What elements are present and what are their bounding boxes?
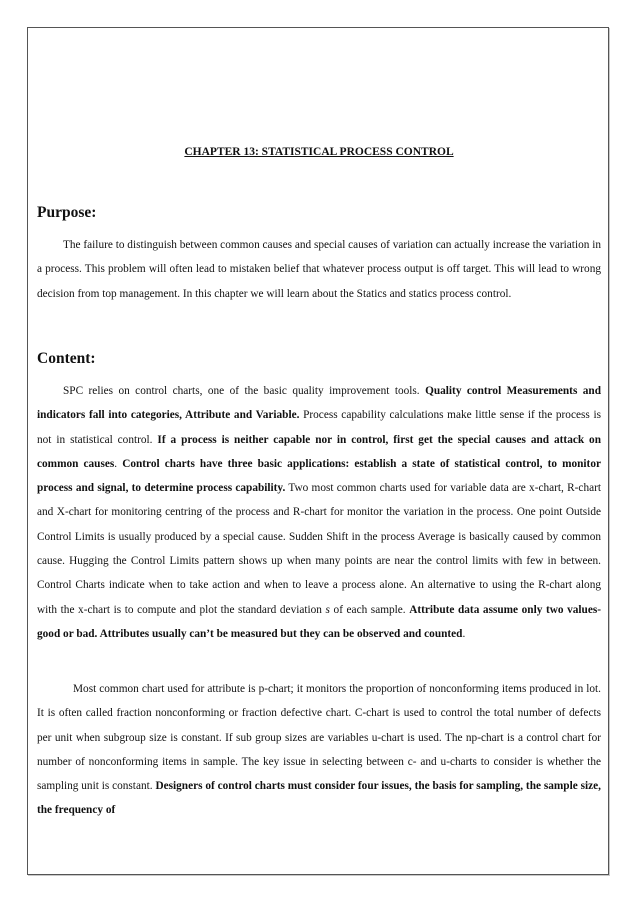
text-run: Two most common charts used for variable data are x-chart, R-chart and X-chart for monitoring centring of the process and R-chart for monitor the variation in the process. One point Outside Control Limits is usually produced by a special cause. Sudden Shift in the process Average is basically caused by common cause. Hugging the Control Limits pattern shows up when many points are near the control limits with few in between. Control Charts indicate when to take action and when to leave a process alone. An alternative to using the R-chart along with the x-chart is to compute and plot the standard deviation <box>37 482 602 616</box>
text-run: . <box>114 457 123 470</box>
text-run: Control charts have three basic applications: establish a state of statistical control, to monitor process and signal, to determine process capability. <box>37 457 601 495</box>
content-heading: Content: <box>37 350 96 367</box>
purpose-heading: Purpose: <box>37 204 97 221</box>
text-run: Quality control Measurements and indicators fall into categories, Attribute and Variable. <box>37 385 601 422</box>
text-run: Most common chart used for attribute is p-chart; it monitors the proportion of nonconforming items produced in lot. It is often called fraction nonconforming or fraction defective chart. C-chart is used to control the total number of defects per unit when subgroup size is constant. If sub group sizes are variables u-chart is used. The np-chart is a control chart for number of nonconforming items in sample. The key issue in selecting between c- and u-charts to consider is whether the sampling unit is constant. <box>37 683 601 793</box>
text-run: SPC relies on control charts, one of the basic quality improvement tools. <box>63 385 426 397</box>
text-run: Designers of control charts must consider four issues, the basis for sampling, the sample size, the frequency of <box>37 780 601 817</box>
text-run: If a process is neither capable nor in control, first get the special causes and attack on common causes <box>37 433 601 470</box>
purpose-paragraph: The failure to distinguish between common causes and special causes of variation can actually increase the variation in a process. This problem will often lead to mistaken belief that whatever process output is off target. This will lead to wrong decision from top management. In this chapter we will learn about the Statics and statics process control. <box>37 239 601 300</box>
text-run: s <box>325 603 330 616</box>
content-paragraph-1 <box>37 379 601 646</box>
text-run: of each sample. <box>329 603 410 616</box>
text-run: Attribute data assume only two values- good or bad. Attributes usually can’t be measured but they can be observed and counted <box>37 603 602 640</box>
chapter-title: CHAPTER 13: STATISTICAL PROCESS CONTROL <box>184 146 454 158</box>
content-paragraph-2 <box>37 677 601 823</box>
text-run: . <box>462 627 466 640</box>
text-run: Process capability calculations make little sense if the process is not in statistical control. <box>37 409 601 446</box>
